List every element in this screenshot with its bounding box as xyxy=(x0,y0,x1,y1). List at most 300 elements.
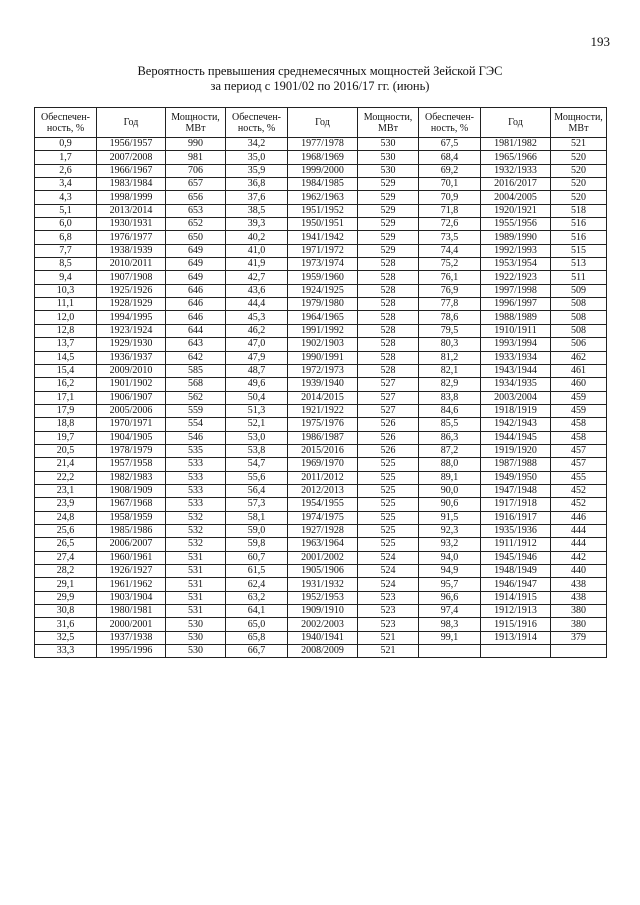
probability-cell: 88,0 xyxy=(419,458,481,471)
power-cell: 706 xyxy=(166,164,226,177)
probability-cell: 75,2 xyxy=(419,258,481,271)
table-row xyxy=(35,511,607,524)
probability-cell: 28,2 xyxy=(35,565,97,578)
table-row xyxy=(35,484,607,497)
power-cell: 643 xyxy=(166,338,226,351)
year-cell: 1937/1938 xyxy=(97,631,166,644)
probability-cell: 81,2 xyxy=(419,351,481,364)
probability-cell: 92,3 xyxy=(419,524,481,537)
power-cell: 990 xyxy=(166,138,226,151)
power-cell: 532 xyxy=(166,511,226,524)
power-cell: 438 xyxy=(551,591,607,604)
year-cell: 1964/1965 xyxy=(288,311,358,324)
probability-cell: 24,8 xyxy=(35,511,97,524)
document-title xyxy=(0,64,640,94)
probability-cell: 66,7 xyxy=(226,645,288,658)
year-cell: 1962/1963 xyxy=(288,191,358,204)
power-cell: 457 xyxy=(551,444,607,457)
year-cell: 1961/1962 xyxy=(97,578,166,591)
year-cell: 1915/1916 xyxy=(481,618,551,631)
power-cell: 532 xyxy=(166,538,226,551)
header-year-1: Год xyxy=(97,108,166,138)
power-cell: 516 xyxy=(551,231,607,244)
power-cell: 585 xyxy=(166,364,226,377)
year-cell: 1984/1985 xyxy=(288,178,358,191)
power-cell: 525 xyxy=(358,538,419,551)
probability-cell: 91,5 xyxy=(419,511,481,524)
probability-cell: 95,7 xyxy=(419,578,481,591)
table-row xyxy=(35,311,607,324)
probability-cell: 53,8 xyxy=(226,444,288,457)
power-cell: 459 xyxy=(551,391,607,404)
year-cell: 1982/1983 xyxy=(97,471,166,484)
year-cell: 1957/1958 xyxy=(97,458,166,471)
year-cell: 1974/1975 xyxy=(288,511,358,524)
year-cell: 1949/1950 xyxy=(481,471,551,484)
power-cell: 529 xyxy=(358,191,419,204)
power-cell: 531 xyxy=(166,551,226,564)
year-cell: 1987/1988 xyxy=(481,458,551,471)
year-cell: 1954/1955 xyxy=(288,498,358,511)
title-line-1: Вероятность превышения среднемесячных мощностей Зейской ГЭС xyxy=(137,64,503,78)
year-cell: 1990/1991 xyxy=(288,351,358,364)
power-cell: 528 xyxy=(358,298,419,311)
power-cell: 646 xyxy=(166,284,226,297)
probability-cell: 72,6 xyxy=(419,218,481,231)
power-cell: 528 xyxy=(358,258,419,271)
probability-cell: 65,0 xyxy=(226,618,288,631)
year-cell: 1929/1930 xyxy=(97,338,166,351)
probability-cell: 13,7 xyxy=(35,338,97,351)
power-cell: 527 xyxy=(358,378,419,391)
probability-cell: 47,9 xyxy=(226,351,288,364)
probability-cell: 29,1 xyxy=(35,578,97,591)
probability-cell: 22,2 xyxy=(35,471,97,484)
year-cell: 1907/1908 xyxy=(97,271,166,284)
power-cell: 520 xyxy=(551,151,607,164)
power-cell: 379 xyxy=(551,631,607,644)
year-cell: 1922/1923 xyxy=(481,271,551,284)
power-cell: 529 xyxy=(358,218,419,231)
year-cell: 1953/1954 xyxy=(481,258,551,271)
year-cell: 1913/1914 xyxy=(481,631,551,644)
year-cell: 1923/1924 xyxy=(97,324,166,337)
year-cell: 1909/1910 xyxy=(288,605,358,618)
probability-cell: 85,5 xyxy=(419,418,481,431)
year-cell: 1985/1986 xyxy=(97,524,166,537)
probability-cell xyxy=(419,645,481,658)
power-cell: 444 xyxy=(551,524,607,537)
header-row xyxy=(35,108,607,138)
probability-cell: 8,5 xyxy=(35,258,97,271)
year-cell: 1977/1978 xyxy=(288,138,358,151)
power-cell: 513 xyxy=(551,258,607,271)
power-cell: 452 xyxy=(551,498,607,511)
power-cell: 531 xyxy=(166,591,226,604)
table-row xyxy=(35,178,607,191)
probability-cell: 71,8 xyxy=(419,204,481,217)
year-cell: 2016/2017 xyxy=(481,178,551,191)
table-row xyxy=(35,258,607,271)
power-cell: 562 xyxy=(166,391,226,404)
power-cell: 642 xyxy=(166,351,226,364)
power-cell: 535 xyxy=(166,444,226,457)
year-cell: 1997/1998 xyxy=(481,284,551,297)
probability-cell: 0,9 xyxy=(35,138,97,151)
year-cell: 1960/1961 xyxy=(97,551,166,564)
power-cell: 506 xyxy=(551,338,607,351)
year-cell: 1926/1927 xyxy=(97,565,166,578)
year-cell: 1947/1948 xyxy=(481,484,551,497)
year-cell: 1948/1949 xyxy=(481,565,551,578)
power-cell: 532 xyxy=(166,524,226,537)
year-cell: 1952/1953 xyxy=(288,591,358,604)
table-row xyxy=(35,538,607,551)
year-cell: 1967/1968 xyxy=(97,498,166,511)
year-cell: 2011/2012 xyxy=(288,471,358,484)
year-cell: 1927/1928 xyxy=(288,524,358,537)
power-cell: 442 xyxy=(551,551,607,564)
probability-table-container xyxy=(34,107,607,658)
table-row xyxy=(35,218,607,231)
power-cell: 526 xyxy=(358,418,419,431)
probability-cell: 76,9 xyxy=(419,284,481,297)
year-cell: 1931/1932 xyxy=(288,578,358,591)
header-power-2: Мощности, МВт xyxy=(358,108,419,138)
probability-cell: 57,3 xyxy=(226,498,288,511)
probability-cell: 23,1 xyxy=(35,484,97,497)
probability-cell: 18,8 xyxy=(35,418,97,431)
table-row xyxy=(35,298,607,311)
power-cell: 528 xyxy=(358,351,419,364)
probability-cell: 80,3 xyxy=(419,338,481,351)
probability-cell: 94,9 xyxy=(419,565,481,578)
power-cell: 457 xyxy=(551,458,607,471)
power-cell: 559 xyxy=(166,404,226,417)
power-cell: 657 xyxy=(166,178,226,191)
year-cell: 1902/1903 xyxy=(288,338,358,351)
power-cell: 650 xyxy=(166,231,226,244)
probability-cell: 26,5 xyxy=(35,538,97,551)
table-body xyxy=(35,138,607,658)
power-cell: 533 xyxy=(166,498,226,511)
table-row xyxy=(35,391,607,404)
probability-cell: 45,3 xyxy=(226,311,288,324)
probability-cell: 63,2 xyxy=(226,591,288,604)
year-cell: 1989/1990 xyxy=(481,231,551,244)
year-cell: 1939/1940 xyxy=(288,378,358,391)
probability-cell: 29,9 xyxy=(35,591,97,604)
year-cell: 1944/1945 xyxy=(481,431,551,444)
table-row xyxy=(35,524,607,537)
probability-cell: 3,4 xyxy=(35,178,97,191)
table-row xyxy=(35,444,607,457)
year-cell: 1951/1952 xyxy=(288,204,358,217)
probability-cell: 40,2 xyxy=(226,231,288,244)
year-cell: 1986/1987 xyxy=(288,431,358,444)
probability-cell: 68,4 xyxy=(419,151,481,164)
header-year-2: Год xyxy=(288,108,358,138)
power-cell: 523 xyxy=(358,605,419,618)
table-row xyxy=(35,605,607,618)
power-cell: 452 xyxy=(551,484,607,497)
year-cell: 1916/1917 xyxy=(481,511,551,524)
header-probability-2: Обеспечен-ность, % xyxy=(226,108,288,138)
table-row xyxy=(35,191,607,204)
probability-cell: 12,8 xyxy=(35,324,97,337)
table-row xyxy=(35,284,607,297)
year-cell: 2000/2001 xyxy=(97,618,166,631)
power-cell: 523 xyxy=(358,618,419,631)
power-cell: 446 xyxy=(551,511,607,524)
probability-cell: 2,6 xyxy=(35,164,97,177)
probability-cell: 55,6 xyxy=(226,471,288,484)
table-row xyxy=(35,204,607,217)
page-number: 193 xyxy=(590,34,610,49)
power-cell: 649 xyxy=(166,258,226,271)
year-cell: 1971/1972 xyxy=(288,244,358,257)
year-cell: 2007/2008 xyxy=(97,151,166,164)
header-probability-1: Обеспечен-ность, % xyxy=(35,108,97,138)
table-row xyxy=(35,324,607,337)
power-cell: 533 xyxy=(166,458,226,471)
probability-cell: 47,0 xyxy=(226,338,288,351)
power-cell: 380 xyxy=(551,605,607,618)
year-cell: 1935/1936 xyxy=(481,524,551,537)
power-cell: 530 xyxy=(166,631,226,644)
year-cell: 1993/1994 xyxy=(481,338,551,351)
year-cell: 1983/1984 xyxy=(97,178,166,191)
year-cell: 2014/2015 xyxy=(288,391,358,404)
year-cell: 2006/2007 xyxy=(97,538,166,551)
table-row xyxy=(35,138,607,151)
year-cell: 2005/2006 xyxy=(97,404,166,417)
power-cell: 521 xyxy=(358,631,419,644)
power-cell: 525 xyxy=(358,498,419,511)
power-cell: 644 xyxy=(166,324,226,337)
power-cell: 525 xyxy=(358,471,419,484)
probability-cell: 37,6 xyxy=(226,191,288,204)
probability-table xyxy=(34,107,607,658)
table-row xyxy=(35,498,607,511)
year-cell: 1911/1912 xyxy=(481,538,551,551)
year-cell: 1933/1934 xyxy=(481,351,551,364)
probability-cell: 64,1 xyxy=(226,605,288,618)
table-row xyxy=(35,431,607,444)
probability-cell: 46,2 xyxy=(226,324,288,337)
table-row xyxy=(35,271,607,284)
power-cell: 524 xyxy=(358,578,419,591)
power-cell: 438 xyxy=(551,578,607,591)
probability-cell: 17,1 xyxy=(35,391,97,404)
year-cell: 1934/1935 xyxy=(481,378,551,391)
probability-cell: 50,4 xyxy=(226,391,288,404)
probability-cell: 51,3 xyxy=(226,404,288,417)
power-cell: 444 xyxy=(551,538,607,551)
probability-cell: 15,4 xyxy=(35,364,97,377)
probability-cell: 73,5 xyxy=(419,231,481,244)
year-cell: 1903/1904 xyxy=(97,591,166,604)
power-cell: 646 xyxy=(166,311,226,324)
probability-cell: 23,9 xyxy=(35,498,97,511)
table-row xyxy=(35,418,607,431)
year-cell: 1998/1999 xyxy=(97,191,166,204)
year-cell: 1988/1989 xyxy=(481,311,551,324)
power-cell: 525 xyxy=(358,458,419,471)
power-cell: 533 xyxy=(166,471,226,484)
power-cell: 649 xyxy=(166,244,226,257)
probability-cell: 84,6 xyxy=(419,404,481,417)
table-row xyxy=(35,645,607,658)
probability-cell: 77,8 xyxy=(419,298,481,311)
year-cell: 1946/1947 xyxy=(481,578,551,591)
power-cell: 656 xyxy=(166,191,226,204)
year-cell: 1919/1920 xyxy=(481,444,551,457)
probability-cell: 59,0 xyxy=(226,524,288,537)
year-cell: 1965/1966 xyxy=(481,151,551,164)
year-cell: 1963/1964 xyxy=(288,538,358,551)
table-row xyxy=(35,631,607,644)
probability-cell: 93,2 xyxy=(419,538,481,551)
power-cell: 523 xyxy=(358,591,419,604)
power-cell: 508 xyxy=(551,311,607,324)
year-cell: 1936/1937 xyxy=(97,351,166,364)
probability-cell: 35,0 xyxy=(226,151,288,164)
power-cell: 455 xyxy=(551,471,607,484)
table-row xyxy=(35,618,607,631)
probability-cell: 10,3 xyxy=(35,284,97,297)
table-row xyxy=(35,378,607,391)
power-cell: 531 xyxy=(166,605,226,618)
year-cell: 2010/2011 xyxy=(97,258,166,271)
probability-cell: 96,6 xyxy=(419,591,481,604)
year-cell: 2008/2009 xyxy=(288,645,358,658)
probability-cell: 67,5 xyxy=(419,138,481,151)
table-row xyxy=(35,591,607,604)
year-cell: 1901/1902 xyxy=(97,378,166,391)
probability-cell: 9,4 xyxy=(35,271,97,284)
year-cell: 2013/2014 xyxy=(97,204,166,217)
table-row xyxy=(35,231,607,244)
power-cell: 530 xyxy=(166,618,226,631)
probability-cell: 60,7 xyxy=(226,551,288,564)
power-cell: 462 xyxy=(551,351,607,364)
probability-cell: 78,6 xyxy=(419,311,481,324)
power-cell: 531 xyxy=(166,565,226,578)
year-cell: 1930/1931 xyxy=(97,218,166,231)
probability-cell: 49,6 xyxy=(226,378,288,391)
power-cell: 508 xyxy=(551,298,607,311)
year-cell: 1904/1905 xyxy=(97,431,166,444)
power-cell: 440 xyxy=(551,565,607,578)
power-cell: 460 xyxy=(551,378,607,391)
year-cell: 1966/1967 xyxy=(97,164,166,177)
probability-cell: 11,1 xyxy=(35,298,97,311)
power-cell: 649 xyxy=(166,271,226,284)
power-cell: 528 xyxy=(358,271,419,284)
year-cell: 1941/1942 xyxy=(288,231,358,244)
probability-cell: 56,4 xyxy=(226,484,288,497)
power-cell: 526 xyxy=(358,444,419,457)
power-cell: 511 xyxy=(551,271,607,284)
probability-cell: 70,9 xyxy=(419,191,481,204)
year-cell: 1950/1951 xyxy=(288,218,358,231)
table-row xyxy=(35,578,607,591)
power-cell: 981 xyxy=(166,151,226,164)
table-row xyxy=(35,551,607,564)
probability-cell: 32,5 xyxy=(35,631,97,644)
probability-cell: 90,0 xyxy=(419,484,481,497)
probability-cell: 30,8 xyxy=(35,605,97,618)
probability-cell: 89,1 xyxy=(419,471,481,484)
power-cell: 508 xyxy=(551,324,607,337)
year-cell: 1906/1907 xyxy=(97,391,166,404)
year-cell: 1981/1982 xyxy=(481,138,551,151)
year-cell: 1910/1911 xyxy=(481,324,551,337)
year-cell: 1968/1969 xyxy=(288,151,358,164)
power-cell: 516 xyxy=(551,218,607,231)
probability-cell: 82,1 xyxy=(419,364,481,377)
probability-cell: 62,4 xyxy=(226,578,288,591)
power-cell: 554 xyxy=(166,418,226,431)
year-cell: 1943/1944 xyxy=(481,364,551,377)
probability-cell: 69,2 xyxy=(419,164,481,177)
power-cell: 653 xyxy=(166,204,226,217)
header-probability-3: Обеспечен-ность, % xyxy=(419,108,481,138)
power-cell: 529 xyxy=(358,178,419,191)
table-row xyxy=(35,404,607,417)
probability-cell: 54,7 xyxy=(226,458,288,471)
year-cell: 1973/1974 xyxy=(288,258,358,271)
probability-cell: 98,3 xyxy=(419,618,481,631)
table-header xyxy=(35,108,607,138)
probability-cell: 52,1 xyxy=(226,418,288,431)
year-cell: 1912/1913 xyxy=(481,605,551,618)
probability-cell: 61,5 xyxy=(226,565,288,578)
probability-cell: 38,5 xyxy=(226,204,288,217)
year-cell: 1925/1926 xyxy=(97,284,166,297)
year-cell: 2012/2013 xyxy=(288,484,358,497)
table-row xyxy=(35,151,607,164)
table-row xyxy=(35,364,607,377)
table-row xyxy=(35,164,607,177)
power-cell: 525 xyxy=(358,524,419,537)
year-cell: 1976/1977 xyxy=(97,231,166,244)
power-cell: 530 xyxy=(358,164,419,177)
power-cell: 568 xyxy=(166,378,226,391)
power-cell: 518 xyxy=(551,204,607,217)
probability-cell: 48,7 xyxy=(226,364,288,377)
probability-cell: 86,3 xyxy=(419,431,481,444)
year-cell: 2002/2003 xyxy=(288,618,358,631)
probability-cell: 83,8 xyxy=(419,391,481,404)
power-cell: 528 xyxy=(358,338,419,351)
year-cell: 1994/1995 xyxy=(97,311,166,324)
year-cell: 1921/1922 xyxy=(288,404,358,417)
year-cell: 1969/1970 xyxy=(288,458,358,471)
power-cell: 509 xyxy=(551,284,607,297)
probability-cell: 41,0 xyxy=(226,244,288,257)
probability-cell: 35,9 xyxy=(226,164,288,177)
year-cell: 1959/1960 xyxy=(288,271,358,284)
power-cell: 520 xyxy=(551,191,607,204)
year-cell: 1972/1973 xyxy=(288,364,358,377)
probability-cell: 31,6 xyxy=(35,618,97,631)
power-cell: 521 xyxy=(358,645,419,658)
year-cell: 1958/1959 xyxy=(97,511,166,524)
probability-cell: 6,8 xyxy=(35,231,97,244)
probability-cell: 36,8 xyxy=(226,178,288,191)
